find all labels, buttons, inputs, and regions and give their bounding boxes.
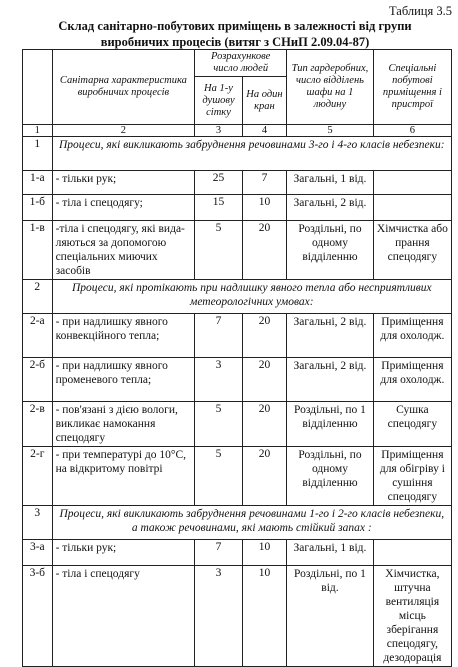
row-wardrobe: Загальні, 2 від. [287,358,374,402]
row-tap: 20 [242,447,286,506]
row-special: Хімчистка або прання спецодягу [373,221,451,280]
table-row [23,221,452,280]
group-number: 1 [23,137,53,171]
group-row [23,137,452,171]
table-row [23,447,452,506]
row-wardrobe: Загальні, 2 від. [287,195,374,221]
row-tap: 10 [242,566,286,667]
row-special [373,540,451,566]
group-description: Процеси, які викликають забруднення речовинами 1-го і 2-го класів небезпеки, а також речовинами, які мають стійкий запах : [52,506,451,540]
row-description: - тіла і спецодягу; [52,195,195,221]
header-description: Санітарна характеристика виробничих процесів [52,50,195,125]
row-special: Приміщення для охолодж. [373,314,451,358]
row-wardrobe: Загальні, 1 від. [287,540,374,566]
row-tap: 10 [242,540,286,566]
row-shower: 5 [195,447,243,506]
table-row [23,171,452,195]
row-tap: 20 [242,221,286,280]
row-tap: 20 [242,358,286,402]
row-description: - при надлишку явного конвекційного тепла; [52,314,195,358]
group-row [23,506,452,540]
row-shower: 3 [195,358,243,402]
row-number: 3-б [23,566,53,667]
row-shower: 7 [195,540,243,566]
row-number: 2-б [23,358,53,402]
header-tap: На один кран [242,77,286,125]
row-shower: 3 [195,566,243,667]
row-number: 1-б [23,195,53,221]
row-wardrobe: Роздільні, по одному відділенню [287,447,374,506]
group-description: Процеси, які протікають при надлишку явного тепла або несприятливих метеорологічних умовах: [52,280,451,314]
row-shower: 7 [195,314,243,358]
column-number: 5 [287,125,374,137]
row-special: Приміщення для обігріву і сушіння спецодягу [373,447,451,506]
row-description: - пов'язані з дією вологи, викликає намокання спецодягу [52,402,195,447]
sanitary-table [22,49,452,667]
row-special [373,195,451,221]
row-tap: 20 [242,314,286,358]
column-number: 4 [242,125,286,137]
table-title [20,18,450,50]
row-shower: 15 [195,195,243,221]
table-row [23,358,452,402]
row-tap: 20 [242,402,286,447]
row-wardrobe: Роздільні, по одному відділенню [287,221,374,280]
row-wardrobe: Роздільні, по 1 від. [287,566,374,667]
title-line-2: виробничих процесів (витяг з СНиП 2.09.04-87) [100,35,370,49]
table-row [23,314,452,358]
row-shower: 5 [195,221,243,280]
row-number: 2-в [23,402,53,447]
header-special: Спеціальні побутові приміщення і пристрої [373,50,451,125]
group-number: 3 [23,506,53,540]
table-row [23,195,452,221]
column-number: 6 [373,125,451,137]
row-description: - при температурі до 10°С, на відкритому повітрі [52,447,195,506]
table-row [23,540,452,566]
column-number: 3 [195,125,243,137]
row-description: - при надлишку явного променевого тепла; [52,358,195,402]
row-description: - тіла і спецодягу [52,566,195,667]
header-shower: На 1-у душову сітку [195,77,243,125]
row-tap: 7 [242,171,286,195]
row-shower: 5 [195,402,243,447]
row-number: 2-г [23,447,53,506]
table-row [23,566,452,667]
row-special [373,171,451,195]
row-special: Сушка спецодягу [373,402,451,447]
row-number: 1-в [23,221,53,280]
row-number: 1-а [23,171,53,195]
row-wardrobe: Роздільні, по 1 відділенню [287,402,374,447]
row-number: 3-а [23,540,53,566]
group-row [23,280,452,314]
header-wardrobe: Тип гардеробних, число відділень шафи на 1 людину [287,50,374,125]
table-row [23,402,452,447]
row-special: Приміщення для охолодж. [373,358,451,402]
table-number: Таблиця 3.5 [388,4,452,18]
row-wardrobe: Загальні, 2 від. [287,314,374,358]
group-number: 2 [23,280,53,314]
row-shower: 25 [195,171,243,195]
column-numbers-row [23,125,452,137]
row-description: - тільки рук; [52,171,195,195]
row-number: 2-а [23,314,53,358]
title-line-1: Склад санітарно-побутових приміщень в залежності від групи [58,19,412,33]
header-blank [23,50,53,125]
header-calculated: Розрахункове число людей [195,50,287,77]
column-number: 1 [23,125,53,137]
group-description: Процеси, які викликають забруднення речовинами 3-го і 4-го класів небезпеки: [52,137,451,171]
row-wardrobe: Загальні, 1 від. [287,171,374,195]
row-description: -тіла і спецодягу, які вида-ляються за допомогою спеціальних миючих засобів [52,221,195,280]
column-number: 2 [52,125,195,137]
row-description: - тільки рук; [52,540,195,566]
row-special: Хімчистка, штучна вентиляція місць зберігання спецодягу, дезодорація [373,566,451,667]
row-tap: 10 [242,195,286,221]
